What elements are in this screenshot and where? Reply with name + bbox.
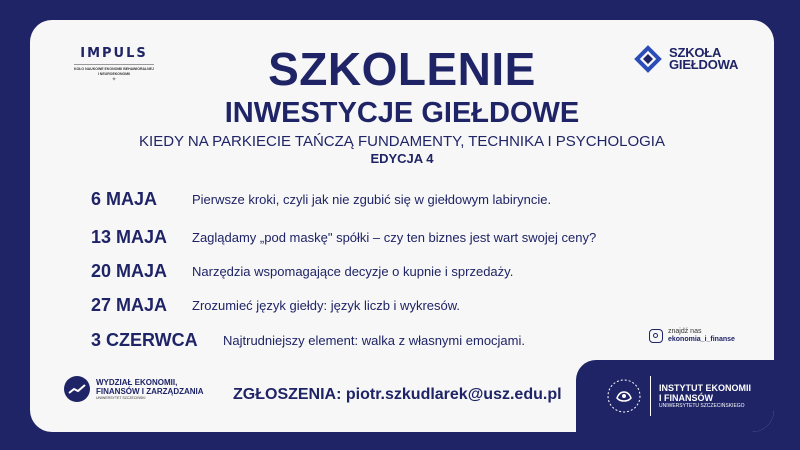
schedule-date: 27 MAJA (91, 294, 168, 315)
instagram-link[interactable] (649, 328, 735, 344)
impuls-logo-name: IMPULS (80, 46, 148, 61)
edition-label: EDYCJA 4 (370, 151, 434, 166)
schedule-desc: Zaglądamy „pod maskę" spółki – czy ten biznes jest wart swojej ceny? (192, 229, 597, 245)
institute-university: UNIWERSYTETU SZCZECIŃSKIEGO (659, 402, 745, 409)
impuls-ornament-icon: ✦ (111, 77, 117, 83)
instagram-handle: ekonomia_i_finanse (668, 336, 735, 343)
tagline: KIEDY NA PARKIECIE TAŃCZĄ FUNDAMENTY, TECHNIKA I PSYCHOLOGIA (139, 133, 665, 150)
page-subtitle: INWESTYCJE GIEŁDOWE (224, 97, 580, 129)
schedule-date: 3 CZERWCA (91, 329, 198, 350)
contact-email[interactable]: ZGŁOSZENIA: piotr.szkudlarek@usz.edu.pl (233, 386, 562, 403)
university-seal-icon (606, 378, 642, 414)
faculty-line2: FINANSÓW I ZARZĄDZANIA (96, 387, 204, 396)
schedule-date: 20 MAJA (91, 260, 168, 281)
institute-line1: INSTYTUT EKONOMII (659, 382, 751, 393)
institute-logo (606, 376, 751, 416)
faculty-line1: WYDZIAŁ EKONOMII, (96, 378, 178, 387)
chart-trend-icon (64, 376, 90, 402)
schedule-desc: Pierwsze kroki, czyli jak nie zgubić się w giełdowym labiryncie. (192, 191, 552, 207)
poster-card (30, 20, 774, 432)
schedule-desc: Zrozumieć język giełdy: język liczb i wykresów. (192, 297, 461, 313)
faculty-logo (64, 376, 204, 402)
impuls-logo-subtitle: KOŁO NAUKOWE EKONOMII BEHAWIORALNEJ I NEUROEKONOMII (74, 67, 154, 76)
szkola-logo-line2: GIEŁDOWA (669, 57, 739, 72)
schedule-date: 6 MAJA (91, 188, 158, 209)
schedule-row (91, 188, 551, 210)
schedule-date: 13 MAJA (91, 226, 168, 247)
schedule-row (91, 294, 460, 316)
page-title: SZKOLENIE (268, 43, 536, 95)
schedule-row (91, 329, 525, 351)
instagram-icon (649, 329, 663, 343)
institute-line2: I FINANSÓW (659, 392, 713, 403)
schedule-desc: Narzędzia wspomagające decyzje o kupnie i sprzedaży. (192, 263, 514, 279)
instagram-label: znajdź nas (668, 328, 702, 335)
faculty-university: UNIWERSYTET SZCZECIŃSKI (96, 396, 146, 400)
schedule-row (91, 260, 513, 282)
schedule-row (91, 226, 596, 248)
schedule-desc: Najtrudniejszy element: walka z własnymi emocjami. (223, 332, 525, 348)
szkola-logo-line1: SZKOŁA (669, 45, 722, 60)
